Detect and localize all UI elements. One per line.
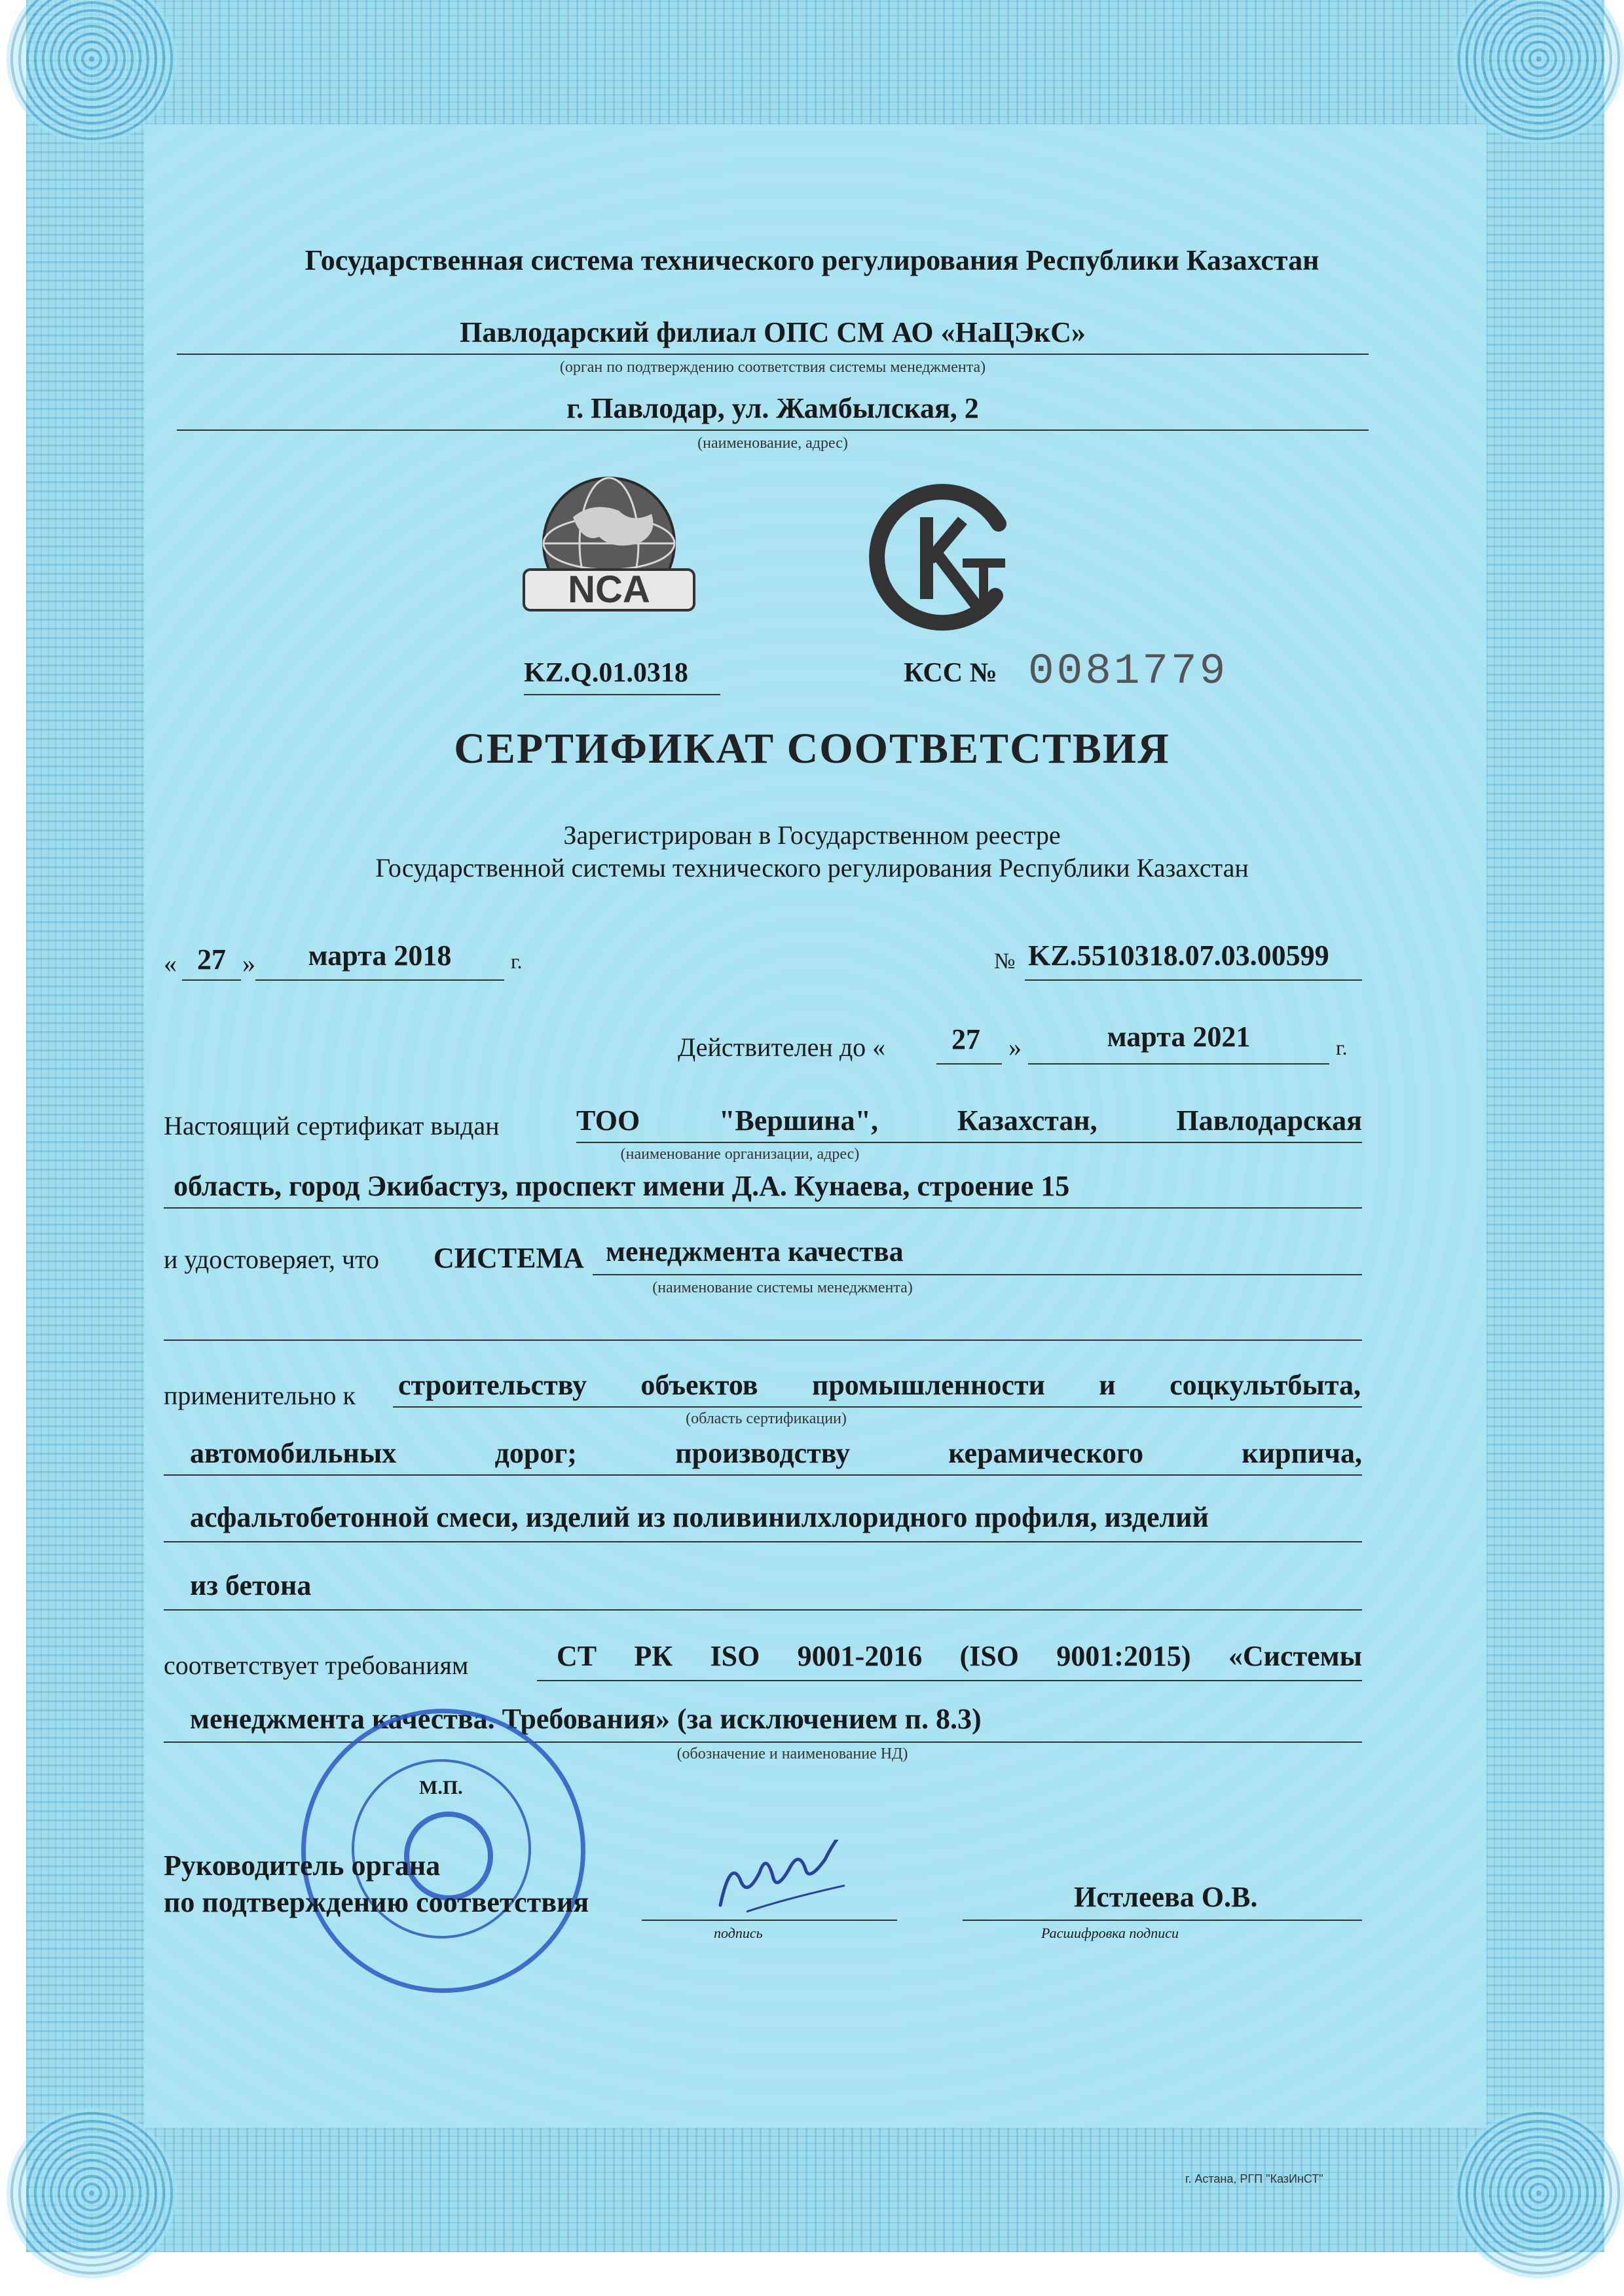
issued-to-label: Настоящий сертификат выдан [164, 1111, 500, 1140]
scope-label: применительно к [164, 1381, 356, 1410]
registered-line-1: Зарегистрирован в Государственном реестре [563, 820, 1061, 850]
issued-to-caption: (наименование организации, адрес) [620, 1146, 860, 1163]
underline [963, 1920, 1362, 1921]
underline [164, 1207, 1362, 1209]
underline [164, 1541, 1362, 1542]
scope-word: кирпича, [1242, 1437, 1362, 1469]
compliance-line-2: менеджмента качества. Требования» (за исключением п. 8.3) [190, 1703, 982, 1735]
validity-month-year: марта 2021 [1107, 1021, 1251, 1053]
scope-word: и [1099, 1369, 1116, 1401]
underline [1025, 979, 1362, 981]
corner-rosette-icon [1454, 2108, 1624, 2278]
guilloche-border-right [1486, 0, 1604, 2252]
corner-rosette-icon [7, 2108, 177, 2278]
underline [393, 1406, 1362, 1408]
compliance-word: СТ [557, 1640, 597, 1672]
issued-to-line-2: область, город Экибастуз, проспект имени Д.А. Кунаева, строение 15 [174, 1170, 1070, 1202]
system-value: менеджмента качества [606, 1235, 904, 1267]
underline [593, 1274, 1362, 1275]
issued-to-word: "Вершина", [719, 1104, 879, 1137]
compliance-caption: (обозначение и наименование НД) [676, 1745, 908, 1762]
underline [177, 429, 1369, 431]
scope-line-3: асфальтобетонной смеси, изделий из поливинилхлоридного профиля, изделий [190, 1501, 1209, 1533]
organ-address: г. Павлодар, ул. Жамбылская, 2 [566, 392, 979, 424]
address-caption: (наименование, адрес) [697, 435, 848, 452]
issued-to-line-1 [576, 1104, 1362, 1137]
compliance-label: соответствует требованиям [164, 1650, 469, 1680]
underline [537, 1680, 1362, 1681]
issue-year-suffix: г. [511, 949, 523, 973]
validity-quote-close: » [1008, 1032, 1022, 1062]
compliance-word: ISO [710, 1640, 760, 1672]
head-line-2: по подтверждению соответствия [164, 1886, 589, 1918]
scope-word: дорог; [494, 1437, 577, 1469]
globe-icon [511, 471, 707, 622]
system-caption: (наименование системы менеджмента) [652, 1279, 913, 1296]
scope-line-4: из бетона [190, 1569, 312, 1601]
scope-word: производству [675, 1437, 850, 1469]
scope-word: автомобильных [190, 1437, 397, 1469]
issue-quote-open: « [164, 949, 177, 978]
scope-word: объектов [640, 1369, 758, 1401]
organ-caption: (орган по подтверждению соответствия системы менеджмента) [559, 359, 986, 376]
underline [164, 1609, 1362, 1611]
scope-word: керамического [948, 1437, 1143, 1469]
scope-word: строительству [398, 1369, 587, 1401]
certificate-number: KZ.5510318.07.03.00599 [1028, 939, 1329, 972]
system-label-system: СИСТЕМА [434, 1242, 584, 1274]
organ-name: Павлодарский филиал ОПС СМ АО «НаЦЭкС» [460, 316, 1086, 348]
nca-logo [511, 471, 707, 622]
issued-to-word: ТОО [576, 1104, 640, 1137]
validity-day: 27 [951, 1023, 980, 1055]
printer-info: г. Астана, РГП "КазИнСТ" [1185, 2172, 1323, 2185]
accreditation-code: KZ.Q.01.0318 [524, 658, 688, 688]
compliance-word: РК [634, 1640, 673, 1672]
handwritten-signature-icon [707, 1840, 871, 1925]
underline [164, 1474, 1362, 1476]
underline [524, 694, 720, 695]
compliance-word: 9001-2016 [797, 1640, 923, 1672]
guilloche-border-top [26, 0, 1604, 124]
scope-line-2 [190, 1436, 1362, 1470]
kz-conformity-mark-icon [864, 478, 1022, 635]
scope-word: промышленности [811, 1369, 1045, 1401]
gov-system-heading: Государственная система технического регулирования Республики Казахстан [304, 244, 1320, 276]
head-line-1: Руководитель органа [164, 1850, 441, 1882]
signature-caption: подпись [714, 1925, 763, 1941]
decoding-caption: Расшифровка подписи [1041, 1925, 1179, 1941]
underline [1028, 1063, 1329, 1065]
guilloche-border-bottom [26, 2128, 1604, 2252]
issue-month-year: марта 2018 [308, 939, 452, 972]
validity-label: Действителен до « [678, 1032, 886, 1062]
issued-to-word: Казахстан, [957, 1104, 1098, 1137]
compliance-word: 9001:2015) [1056, 1640, 1191, 1672]
kss-number: 0081779 [1028, 647, 1228, 696]
scope-word: соцкультбыта, [1170, 1369, 1361, 1401]
validity-year-suffix: г. [1336, 1036, 1348, 1059]
underline [164, 1339, 1362, 1341]
underline [936, 1063, 1002, 1065]
underline [177, 354, 1369, 355]
number-sign: № [994, 949, 1016, 974]
registered-line-2: Государственной системы технического регулирования Республики Казахстан [375, 853, 1249, 883]
guilloche-border-left [26, 0, 144, 2252]
signer-name: Истлеева О.В. [1074, 1881, 1258, 1913]
underline [164, 1741, 1362, 1743]
stamp-place-label: М.П. [419, 1777, 463, 1798]
compliance-line-1 [557, 1639, 1362, 1673]
compliance-word: «Системы [1228, 1640, 1362, 1672]
issued-to-word: Павлодарская [1176, 1104, 1362, 1137]
underline [255, 979, 504, 981]
compliance-word: (ISO [959, 1640, 1019, 1672]
certificate-title: СЕРТИФИКАТ СООТВЕТСТВИЯ [454, 725, 1170, 773]
scope-caption: (область сертификации) [686, 1410, 847, 1427]
scope-line-1 [398, 1368, 1361, 1402]
issue-quote-close: » [242, 949, 255, 978]
underline [182, 979, 241, 981]
kss-label: КСС № [904, 658, 997, 688]
issue-day: 27 [197, 943, 226, 975]
underline [576, 1142, 1362, 1143]
system-label-prefix: и удостоверяет, что [164, 1245, 380, 1274]
nca-logo-text: NCA [568, 568, 650, 611]
